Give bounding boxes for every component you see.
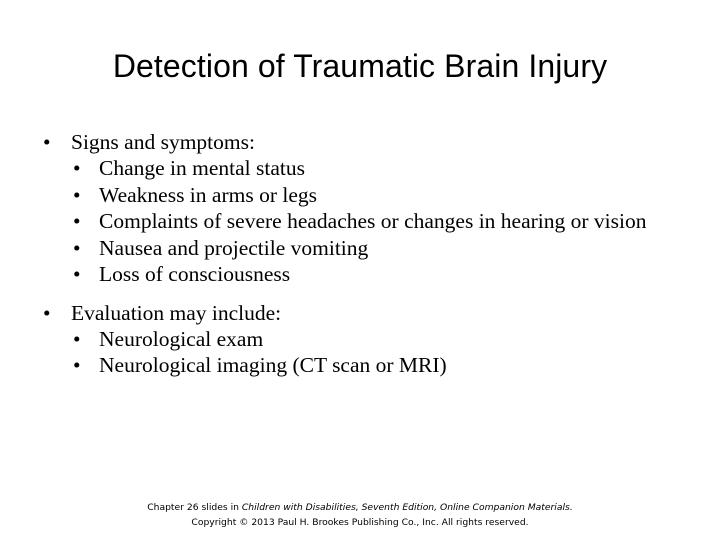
list-item	[73, 155, 683, 182]
slide-title: Detection of Traumatic Brain Injury	[112, 48, 608, 84]
section-gap	[43, 288, 683, 300]
list-item-text: Loss of consciousness	[99, 262, 291, 286]
footer-line-1	[0, 500, 720, 515]
bullet-marker: •	[73, 182, 81, 207]
list-item	[73, 182, 683, 209]
bullet-marker: •	[73, 262, 81, 286]
list-item-text: Neurological imaging (CT scan or MRI)	[99, 353, 447, 377]
list-item	[73, 261, 683, 288]
evaluation-list	[73, 326, 683, 379]
list-item	[73, 208, 683, 235]
bullet-marker: •	[73, 326, 81, 351]
bullet-marker: •	[43, 130, 51, 154]
list-item-text: Change in mental status	[99, 156, 306, 180]
list-item	[73, 235, 683, 262]
bullet-marker: •	[73, 235, 81, 260]
bullet-marker: •	[43, 300, 51, 325]
footer-book-title: Children with Disabilities, Seventh Edition, Online Companion Materials.	[241, 502, 573, 513]
footer-prefix: Chapter 26 slides in	[147, 502, 242, 513]
signs-list	[73, 155, 683, 288]
slide-footer	[0, 500, 720, 530]
list-item-text: Weakness in arms or legs	[99, 182, 317, 207]
section-label: Signs and symptoms:	[71, 130, 255, 154]
bullet-marker: •	[73, 209, 81, 233]
bullet-marker: •	[73, 353, 81, 377]
list-item	[73, 352, 683, 379]
slide-body	[43, 129, 683, 379]
section-label: Evaluation may include:	[71, 300, 282, 325]
bullet-evaluation	[43, 300, 683, 326]
bullet-marker: •	[73, 156, 81, 180]
list-item-text: Complaints of severe headaches or changes in hearing or vision	[99, 209, 647, 233]
list-item-text: Neurological exam	[99, 326, 264, 351]
bullet-signs-and-symptoms	[43, 129, 683, 155]
list-item	[73, 326, 683, 353]
footer-copyright: Copyright © 2013 Paul H. Brookes Publishing Co., Inc. All rights reserved.	[191, 517, 529, 528]
list-item-text: Nausea and projectile vomiting	[99, 235, 369, 260]
